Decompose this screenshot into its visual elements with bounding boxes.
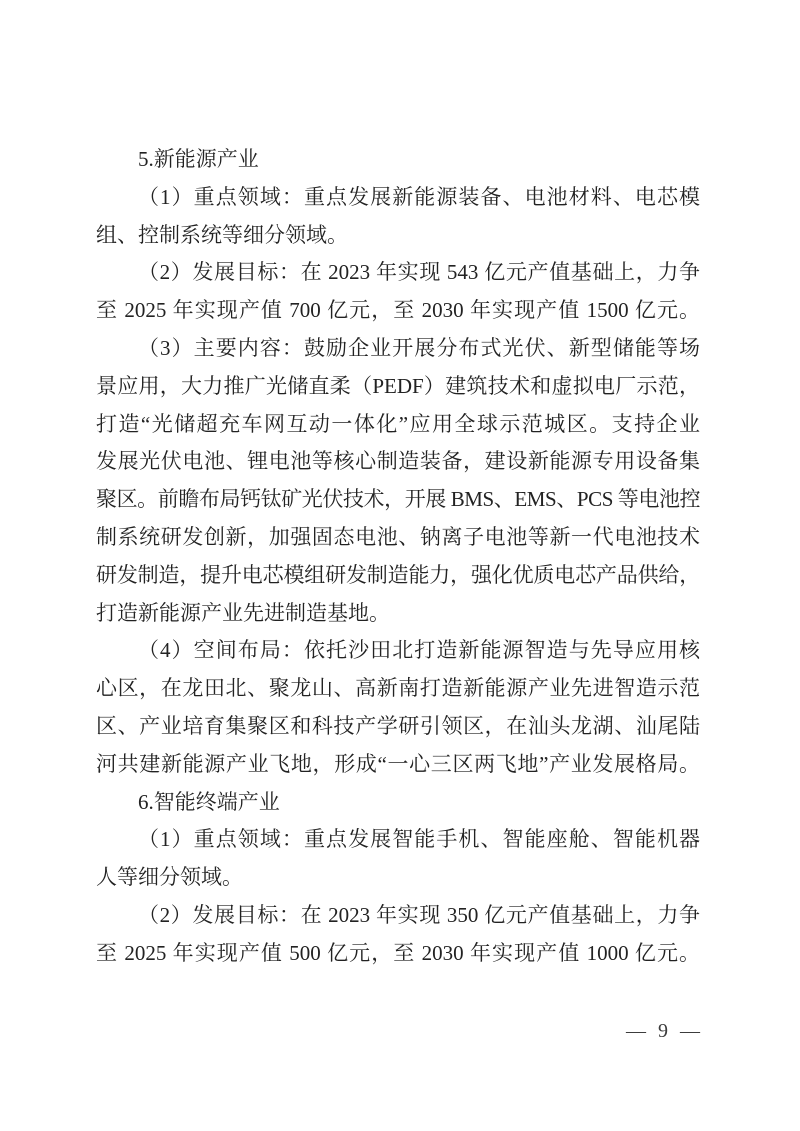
section-5-spatial-layout-line: （4）空间布局：依托沙田北打造新能源智造与先导应用核 — [138, 638, 700, 663]
document-body — [96, 141, 700, 973]
section-5-main-content-line: 发展光伏电池、锂电池等核心制造装备，建设新能源专用设备集 — [96, 449, 700, 474]
section-5-development-goals-line: 至 2025 年实现产值 700 亿元，至 2030 年实现产值 1500 亿元。 — [96, 298, 700, 323]
section-6-development-goals-line: （2）发展目标：在 2023 年实现 350 亿元产值基础上，力争 — [138, 902, 700, 927]
section-5-development-goals-line: （2）发展目标：在 2023 年实现 543 亿元产值基础上，力争 — [138, 260, 700, 285]
section-5-spatial-layout-line: 区、产业培育集聚区和科技产学研引领区，在汕头龙湖、汕尾陆 — [96, 713, 700, 738]
section-5-main-content-line: （3）主要内容：鼓励企业开展分布式光伏、新型储能等场 — [138, 335, 700, 360]
section-5-main-content-line: 打造“光储超充车网互动一体化”应用全球示范城区。支持企业 — [96, 411, 700, 436]
section-5-main-content-line: 制系统研发创新，加强固态电池、钠离子电池等新一代电池技术 — [96, 524, 700, 549]
section-5-heading-line: 5.新能源产业 — [138, 147, 259, 171]
section-6-heading-line: 6.智能终端产业 — [138, 789, 280, 814]
section-5-key-areas-line: 组、控制系统等细分领域。 — [96, 222, 348, 247]
section-5-main-content-line: 研发制造，提升电芯模组研发制造能力，强化优质电芯产品供给， — [96, 562, 701, 587]
section-5-main-content-line: 打造新能源产业先进制造基地。 — [96, 600, 390, 625]
section-6-key-areas-line: 人等细分领域。 — [96, 865, 243, 890]
section-6-development-goals-line: 至 2025 年实现产值 500 亿元，至 2030 年实现产值 1000 亿元。 — [96, 940, 700, 965]
section-6-key-areas-line: （1）重点领域：重点发展智能手机、智能座舱、智能机器 — [138, 827, 700, 852]
section-5-main-content-line: 景应用，大力推广光储直柔（PEDF）建筑技术和虚拟电厂示范， — [96, 373, 700, 398]
section-5-spatial-layout-line: 心区，在龙田北、聚龙山、高新南打造新能源产业先进智造示范 — [96, 676, 700, 701]
section-5-key-areas-line: （1）重点领域：重点发展新能源装备、电池材料、电芯模 — [138, 184, 700, 209]
section-5-main-content-line: 聚区。前瞻布局钙钛矿光伏技术，开展 BMS、EMS、PCS 等电池控 — [96, 487, 701, 512]
section-5-spatial-layout-line: 河共建新能源产业飞地，形成“一心三区两飞地”产业发展格局。 — [96, 751, 700, 776]
page-number: — 9 — — [626, 1020, 700, 1042]
